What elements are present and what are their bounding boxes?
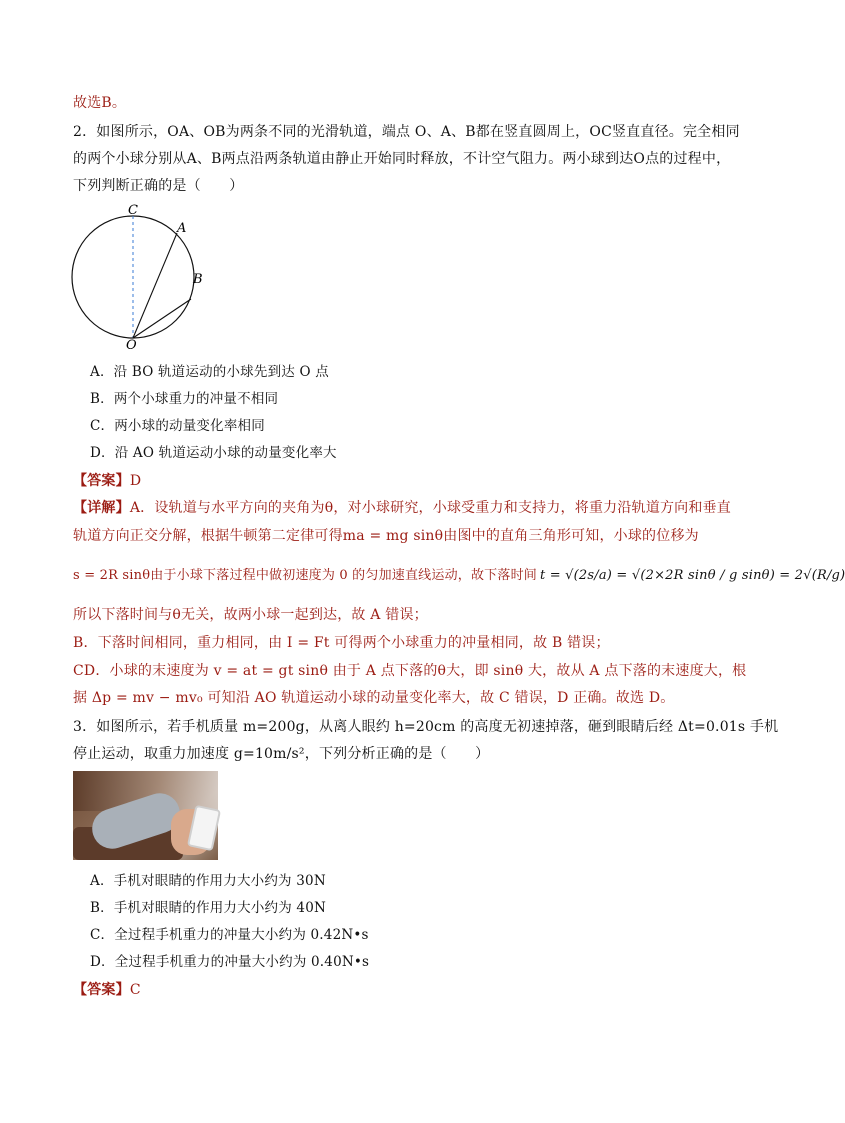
q3-stem-line-2: 停止运动，取重力加速度 g=10m/s²，下列分析正确的是（ ）: [73, 746, 490, 762]
q2-stem-line-1: 2．如图所示，OA、OB为两条不同的光滑轨道，端点 O、A、B都在竖直圆周上，OC竖直直径。完全相同: [73, 124, 740, 140]
q2-option-d: D．沿 AO 轨道运动小球的动量变化率大: [90, 445, 337, 461]
detail-text-1: A．设轨道与水平方向的夹角为θ，对小球研究，小球受重力和支持力，将重力沿轨道方向和垂直: [129, 500, 731, 516]
q3-option-c: C．全过程手机重力的冲量大小约为 0.42N•s: [90, 927, 369, 943]
q2-detail-line-4: 所以下落时间与θ无关，故两小球一起到达，故 A 错误；: [73, 607, 428, 623]
q2-stem-line-2: 的两个小球分别从A、B两点沿两条轨道由静止开始同时释放，不计空气阻力。两小球到达O点的过程中，: [73, 151, 731, 167]
q2-detail-line-5: B．下落时间相同，重力相同，由 I = Ft 可得两个小球重力的冲量相同，故 B 错误；: [73, 635, 610, 651]
q2-detail-formula: t = √(2s/a) = √(2×2R sinθ / g sinθ) = 2√(R/g): [540, 568, 845, 583]
track-oa: [133, 233, 177, 338]
label-c: C: [128, 203, 138, 218]
label-a: A: [177, 221, 187, 236]
label-b: B: [193, 272, 203, 287]
q2-detail-line-6: CD．小球的末速度为 v = at = gt sinθ 由于 A 点下落的θ大，即 sinθ 大，故从 A 点下落的末速度大，根: [73, 663, 747, 679]
answer-tag: 【答案】: [73, 982, 130, 998]
q3-answer: [73, 980, 141, 1000]
answer-value: C: [129, 982, 141, 998]
answer-tag: 【答案】: [73, 473, 130, 489]
q3-option-b: B．手机对眼睛的作用力大小约为 40N: [90, 900, 327, 916]
q3-stem-line-1: 3．如图所示，若手机质量 m=200g，从离人眼约 h=20cm 的高度无初速掉落，砸到眼睛后经 Δt=0.01s 手机: [73, 719, 779, 735]
circle-track-diagram: [60, 200, 220, 353]
q2-detail-line-3a: s = 2R sinθ由于小球下落过程中做初速度为 0 的匀加速直线运动，故下落时间: [73, 568, 537, 583]
q3-option-a: A．手机对眼睛的作用力大小约为 30N: [90, 873, 326, 889]
q2-option-c: C．两小球的动量变化率相同: [90, 418, 265, 434]
q2-answer: [73, 471, 141, 491]
q2-detail-line-7: 据 Δp = mv − mv₀ 可知沿 AO 轨道运动小球的动量变化率大，故 C 错误，D 正确。故选 D。: [73, 690, 675, 706]
q2-detail-line-1: [73, 498, 731, 518]
q2-detail-line-2: 轨道方向正交分解，根据牛顿第二定律可得ma = mg sinθ由图中的直角三角形可知，小球的位移为: [73, 528, 699, 544]
q3-option-d: D．全过程手机重力的冲量大小约为 0.40N•s: [90, 954, 370, 970]
prev-conclusion: 故选B。: [73, 95, 127, 111]
q2-option-b: B．两个小球重力的冲量不相同: [90, 391, 279, 407]
q2-stem-line-3: 下列判断正确的是（ ）: [73, 178, 244, 194]
answer-value: D: [129, 473, 142, 489]
detail-tag: 【详解】: [73, 500, 130, 516]
q2-option-a: A．沿 BO 轨道运动的小球先到达 O 点: [90, 364, 329, 380]
label-o: O: [126, 338, 137, 353]
phone-user-photo: [73, 771, 218, 860]
